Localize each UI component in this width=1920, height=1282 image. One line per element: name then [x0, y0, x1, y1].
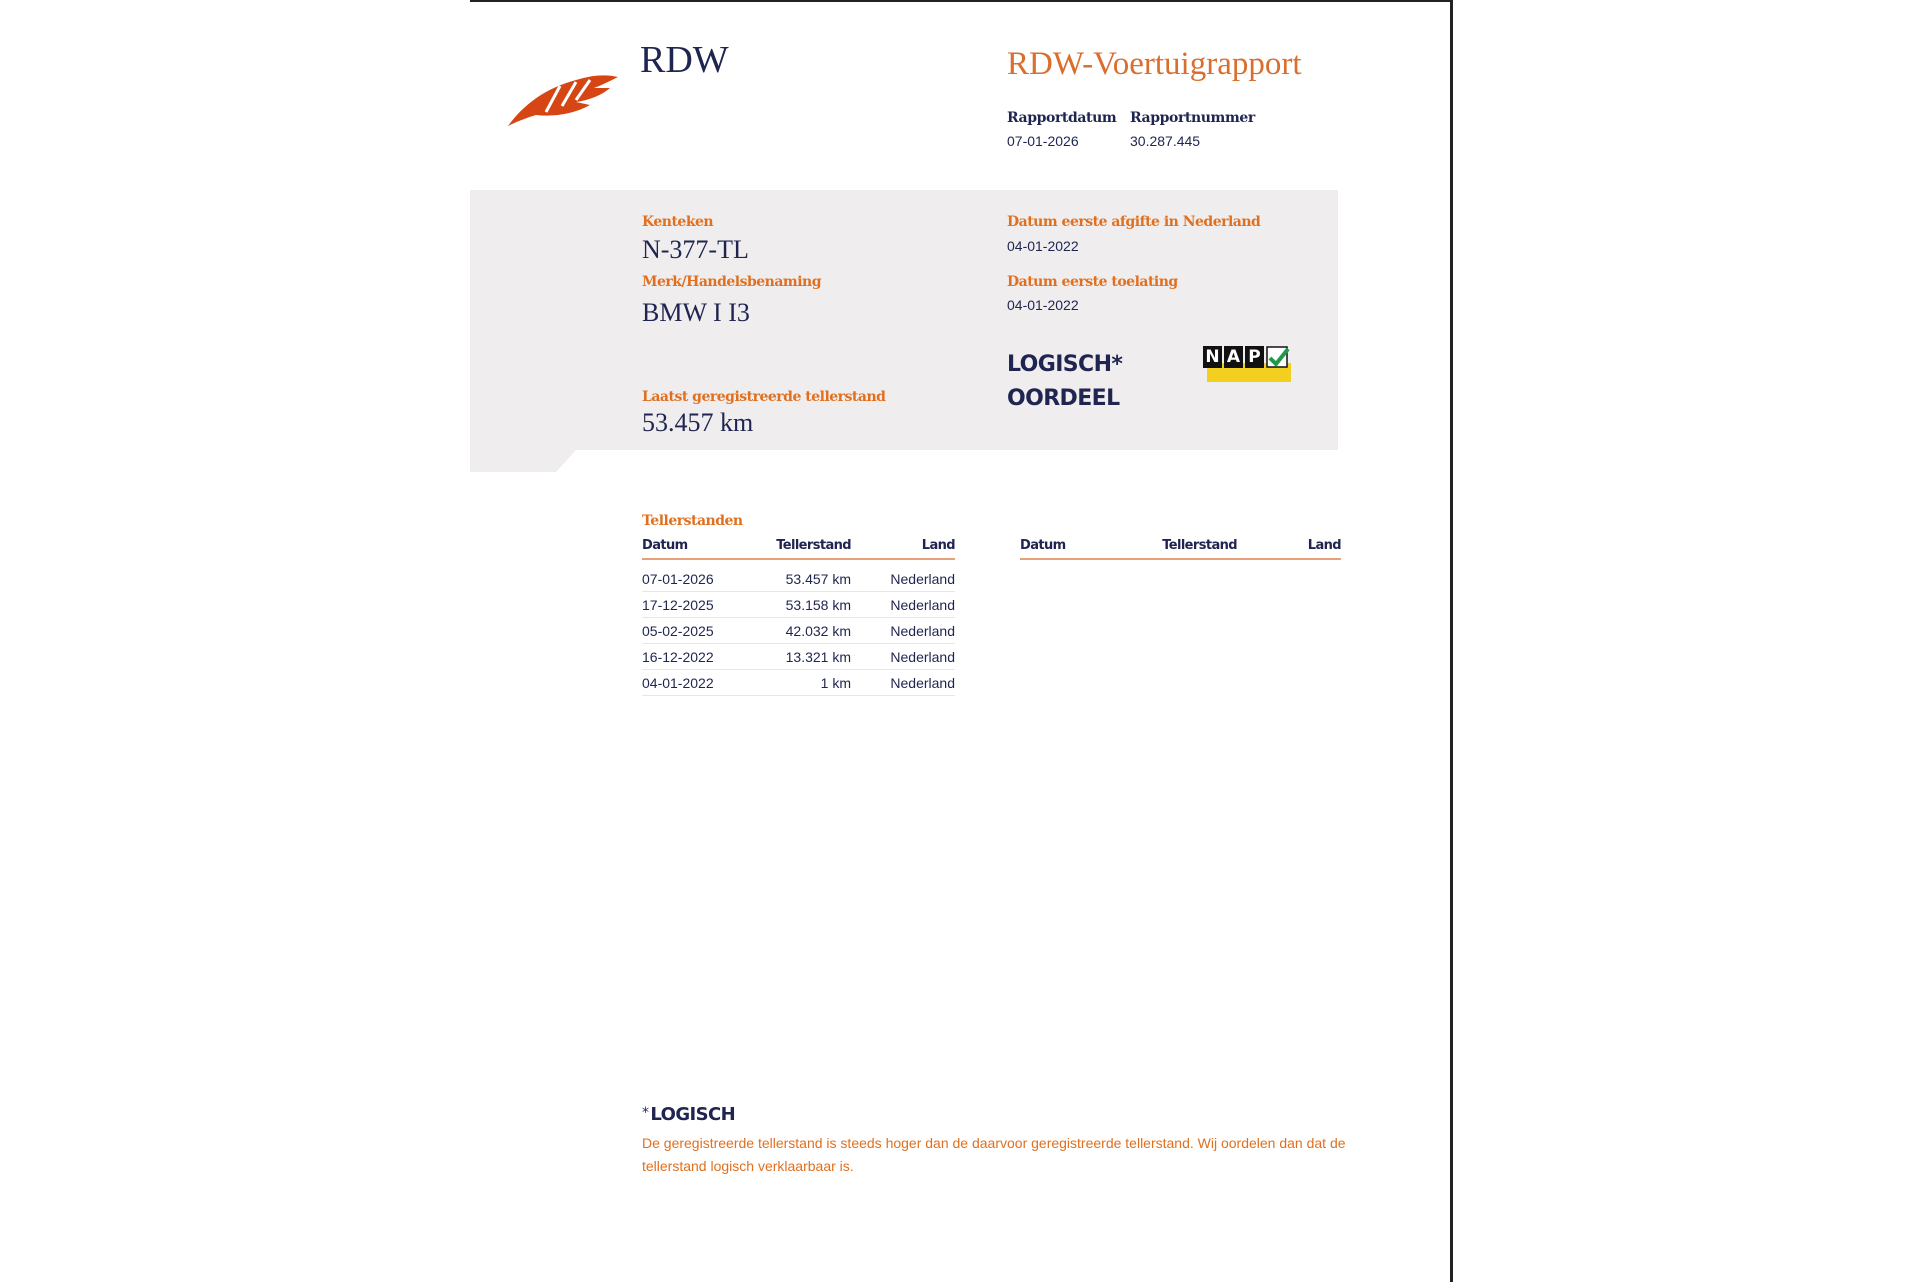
footnote-marker: *: [642, 1105, 649, 1121]
odometer-table-header: [1020, 536, 1341, 559]
row-date: 04-01-2022: [642, 670, 750, 696]
row-date: 07-01-2026: [642, 566, 750, 592]
table-row: [642, 618, 955, 644]
first-admission-date: 04-01-2022: [1007, 297, 1079, 313]
col-land: Land: [1237, 536, 1341, 559]
nap-letter-p: P: [1245, 346, 1264, 368]
odometer-table: [642, 536, 955, 696]
row-country: Nederland: [851, 566, 955, 592]
first-issue-nl-date: 04-01-2022: [1007, 238, 1079, 254]
footnote-title-text: LOGISCH: [650, 1104, 736, 1125]
odometer-table-continued: [1020, 536, 1341, 560]
table-row: [642, 566, 955, 592]
check-icon: [1266, 346, 1290, 370]
brand-name: RDW: [640, 39, 729, 81]
verdict: [1007, 348, 1122, 416]
rdw-logo-icon: [506, 60, 626, 130]
row-reading: 1 km: [750, 670, 851, 696]
nap-letter-a: A: [1224, 346, 1243, 368]
first-admission-label: Datum eerste toelating: [1007, 274, 1178, 290]
col-tellerstand: Tellerstand: [1131, 536, 1237, 559]
row-reading: 13.321 km: [750, 644, 851, 670]
vehicle-summary-panel: [470, 190, 1338, 472]
col-land: Land: [851, 536, 955, 559]
col-datum: Datum: [1020, 536, 1131, 559]
table-row: [642, 644, 955, 670]
last-odometer-label: Laatst geregistreerde tellerstand: [642, 389, 886, 405]
nap-letter-n: N: [1203, 346, 1222, 368]
report-number: 30.287.445: [1130, 133, 1201, 149]
row-country: Nederland: [851, 644, 955, 670]
verdict-line-1: LOGISCH*: [1007, 352, 1123, 377]
nap-badge: [1203, 346, 1293, 382]
col-tellerstand: Tellerstand: [750, 536, 851, 559]
report-title: RDW-Voertuigrapport: [1007, 46, 1302, 82]
first-issue-nl-label: Datum eerste afgifte in Nederland: [1007, 214, 1261, 230]
report-number-label: Rapportnummer: [1130, 110, 1255, 126]
row-reading: 53.158 km: [750, 592, 851, 618]
odometer-section-label: Tellerstanden: [642, 513, 743, 529]
row-date: 17-12-2025: [642, 592, 750, 618]
row-date: 16-12-2022: [642, 644, 750, 670]
row-date: 05-02-2025: [642, 618, 750, 644]
make-model: BMW I I3: [642, 298, 750, 327]
make-label: Merk/Handelsbenaming: [642, 274, 822, 290]
footnote-text: De geregistreerde tellerstand is steeds hoger dan de daarvoor geregistreerde tellerstand. Wij oordelen dan dat de tellerstand logisch verklaarbaar is.: [642, 1135, 1346, 1174]
table-row: [642, 670, 955, 696]
row-reading: 53.457 km: [750, 566, 851, 592]
row-country: Nederland: [851, 592, 955, 618]
license-plate: N-377-TL: [642, 235, 749, 264]
row-reading: 42.032 km: [750, 618, 851, 644]
report-date-label: Rapportdatum: [1007, 110, 1117, 126]
row-country: Nederland: [851, 618, 955, 644]
report-page: [470, 0, 1453, 1282]
row-country: Nederland: [851, 670, 955, 696]
footnote-title: [642, 1104, 735, 1125]
table-row: [642, 592, 955, 618]
col-datum: Datum: [642, 536, 750, 559]
report-date: 07-01-2026: [1007, 133, 1079, 149]
last-odometer-value: 53.457 km: [642, 408, 754, 437]
plate-label: Kenteken: [642, 214, 714, 230]
verdict-line-2: OORDEEL: [1007, 386, 1120, 411]
odometer-table-header: [642, 536, 955, 559]
